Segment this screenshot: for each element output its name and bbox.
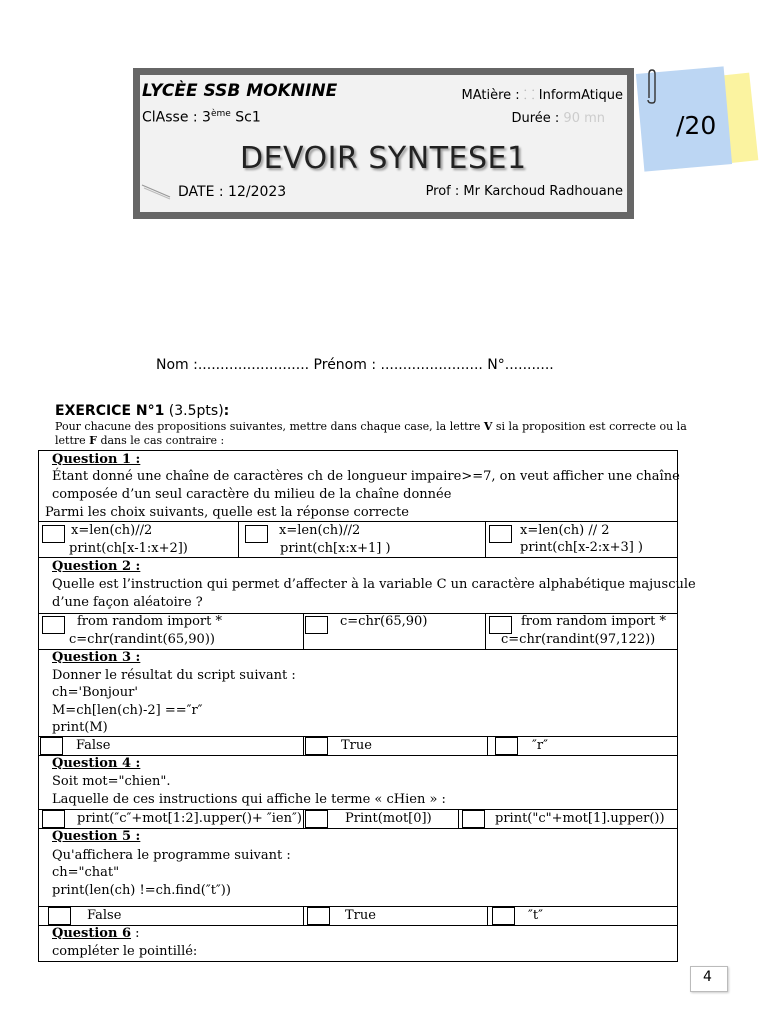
q1-option-a: x=len(ch)//2 [71, 523, 153, 538]
q4-answer-box-a[interactable] [42, 810, 65, 828]
question-6-heading-label: Question 6 [52, 926, 132, 941]
letter-f: F [89, 434, 97, 447]
q1-answer-box-b[interactable] [245, 525, 268, 543]
q1-option-c: x=len(ch) // 2 [520, 523, 610, 538]
q1-option-a: print(ch[x-1:x+2]) [69, 541, 188, 556]
letter-v: V [483, 420, 493, 433]
instructions-text-3: dans le cas contraire : [96, 434, 225, 447]
teacher-name: Prof : Mr Karchoud Radhouane [425, 184, 623, 199]
q2-option-b: c=chr(65,90) [340, 614, 428, 629]
question-3-code: M=ch[len(ch)-2] ==″r″ [52, 703, 203, 718]
q5-answer-box-b[interactable] [307, 907, 330, 925]
subject-label: MAtière : [461, 88, 524, 103]
question-6-heading-colon: : [131, 926, 140, 941]
q4-option-a: print(″c″+mot[1:2].upper()+ ″ien″) [77, 811, 302, 826]
q5-answer-box-a[interactable] [48, 907, 71, 925]
question-6-heading [52, 925, 140, 942]
question-5-heading: Question 5 : [52, 829, 141, 844]
question-1-text: Parmi les choix suivants, quelle est la réponse correcte [45, 505, 409, 520]
q2-answer-box-b[interactable] [305, 616, 328, 634]
q3-option-a: False [76, 738, 111, 753]
question-6-text: compléter le pointillé: [52, 944, 198, 959]
header-box [133, 68, 634, 219]
q2-option-c: from random import * [521, 614, 666, 629]
duration-value: 90 mn [563, 111, 605, 126]
q5-answer-box-c[interactable] [492, 907, 515, 925]
subject-value: InformAtique [534, 88, 623, 103]
q1-option-b: print(ch[x:x+1] ) [280, 541, 391, 556]
paperclip-icon [645, 68, 659, 104]
question-3-text: Donner le résultat du script suivant : [52, 668, 296, 683]
question-5-code: print(len(ch) !=ch.find(″t″)) [52, 883, 231, 898]
class-level [142, 109, 261, 126]
q4-option-c: print("c"+mot[1].upper()) [495, 811, 665, 826]
question-2-text: d’une façon aléatoire ? [52, 595, 203, 610]
question-2-text: Quelle est l’instruction qui permet d’affecter à la variable C un caractère alphabétique majuscule [52, 577, 696, 592]
exercise-instructions [55, 420, 715, 448]
question-5-code: ch="chat" [52, 865, 120, 880]
q5-option-c: ″t″ [528, 908, 543, 923]
duration [511, 111, 605, 126]
question-4-heading: Question 4 : [52, 756, 141, 771]
q2-answer-box-a[interactable] [42, 616, 65, 634]
score-total: /20 [676, 111, 717, 140]
class-value: Sc1 [230, 109, 261, 126]
question-4-text: Soit mot="chien". [52, 774, 171, 789]
exercise-points: (3.5pts) [164, 403, 224, 419]
question-3-code: ch='Bonjour' [52, 685, 138, 700]
q3-option-b: True [341, 738, 372, 753]
q3-option-c: ″r″ [532, 738, 548, 753]
class-superscript: ème [210, 109, 231, 119]
question-2-heading: Question 2 : [52, 559, 141, 574]
q5-option-a: False [87, 908, 122, 923]
q2-option-a: c=chr(randint(65,90)) [69, 632, 215, 647]
q4-answer-box-c[interactable] [462, 810, 485, 828]
question-5-text: Qu'affichera le programme suivant : [52, 848, 291, 863]
q2-option-c: c=chr(randint(97,122)) [501, 632, 656, 647]
q3-answer-box-a[interactable] [40, 737, 63, 755]
q1-answer-box-a[interactable] [42, 525, 65, 543]
q1-option-c: print(ch[x-2:x+3] ) [520, 540, 644, 555]
question-1-heading: Question 1 : [52, 452, 141, 467]
subject [462, 85, 623, 103]
instructions-text-1: Pour chacune des propositions suivantes, mettre dans chaque case, la lettre [55, 420, 484, 433]
pen-icon [140, 183, 174, 203]
question-1-text: Étant donné une chaîne de caractères ch de longueur impaire>=7, on veut afficher une chaîne [52, 469, 680, 484]
student-identity-line[interactable]: Nom :......................... Prénom : ....................... N°........... [156, 357, 554, 373]
question-3-code: print(M) [52, 720, 108, 735]
q5-option-b: True [345, 908, 376, 923]
exercise-title [55, 403, 229, 419]
q4-answer-box-b[interactable] [305, 810, 328, 828]
duration-label: Durée : [511, 111, 564, 126]
q1-answer-box-c[interactable] [489, 525, 512, 543]
q4-option-b: Print(mot[0]) [345, 811, 432, 826]
page-number: 4 [703, 969, 712, 985]
instructions-text-2: si la proposition est correcte ou la lettre [55, 420, 687, 447]
question-3-heading: Question 3 : [52, 650, 141, 665]
exercise-colon: : [223, 403, 230, 419]
exam-date: DATE : 12/2023 [178, 184, 287, 200]
exam-title: DEVOIR SYNTESE1 [240, 141, 527, 176]
school-name: LYCÈE SSB MOKNINE [142, 81, 338, 101]
question-4-text: Laquelle de ces instructions qui affiche le terme « cHien » : [52, 792, 446, 807]
exercise-number: EXERCICE N°1 [55, 403, 165, 419]
question-table [38, 450, 696, 962]
q1-option-b: x=len(ch)//2 [279, 523, 361, 538]
subject-faded-mark: ⸬ [523, 88, 535, 103]
q3-answer-box-c[interactable] [495, 737, 518, 755]
question-1-text: composée d’un seul caractère du milieu de la chaîne donnée [52, 487, 452, 502]
q3-answer-box-b[interactable] [305, 737, 328, 755]
q2-option-a: from random import * [77, 614, 222, 629]
class-label: ClAsse : 3 [142, 109, 211, 126]
